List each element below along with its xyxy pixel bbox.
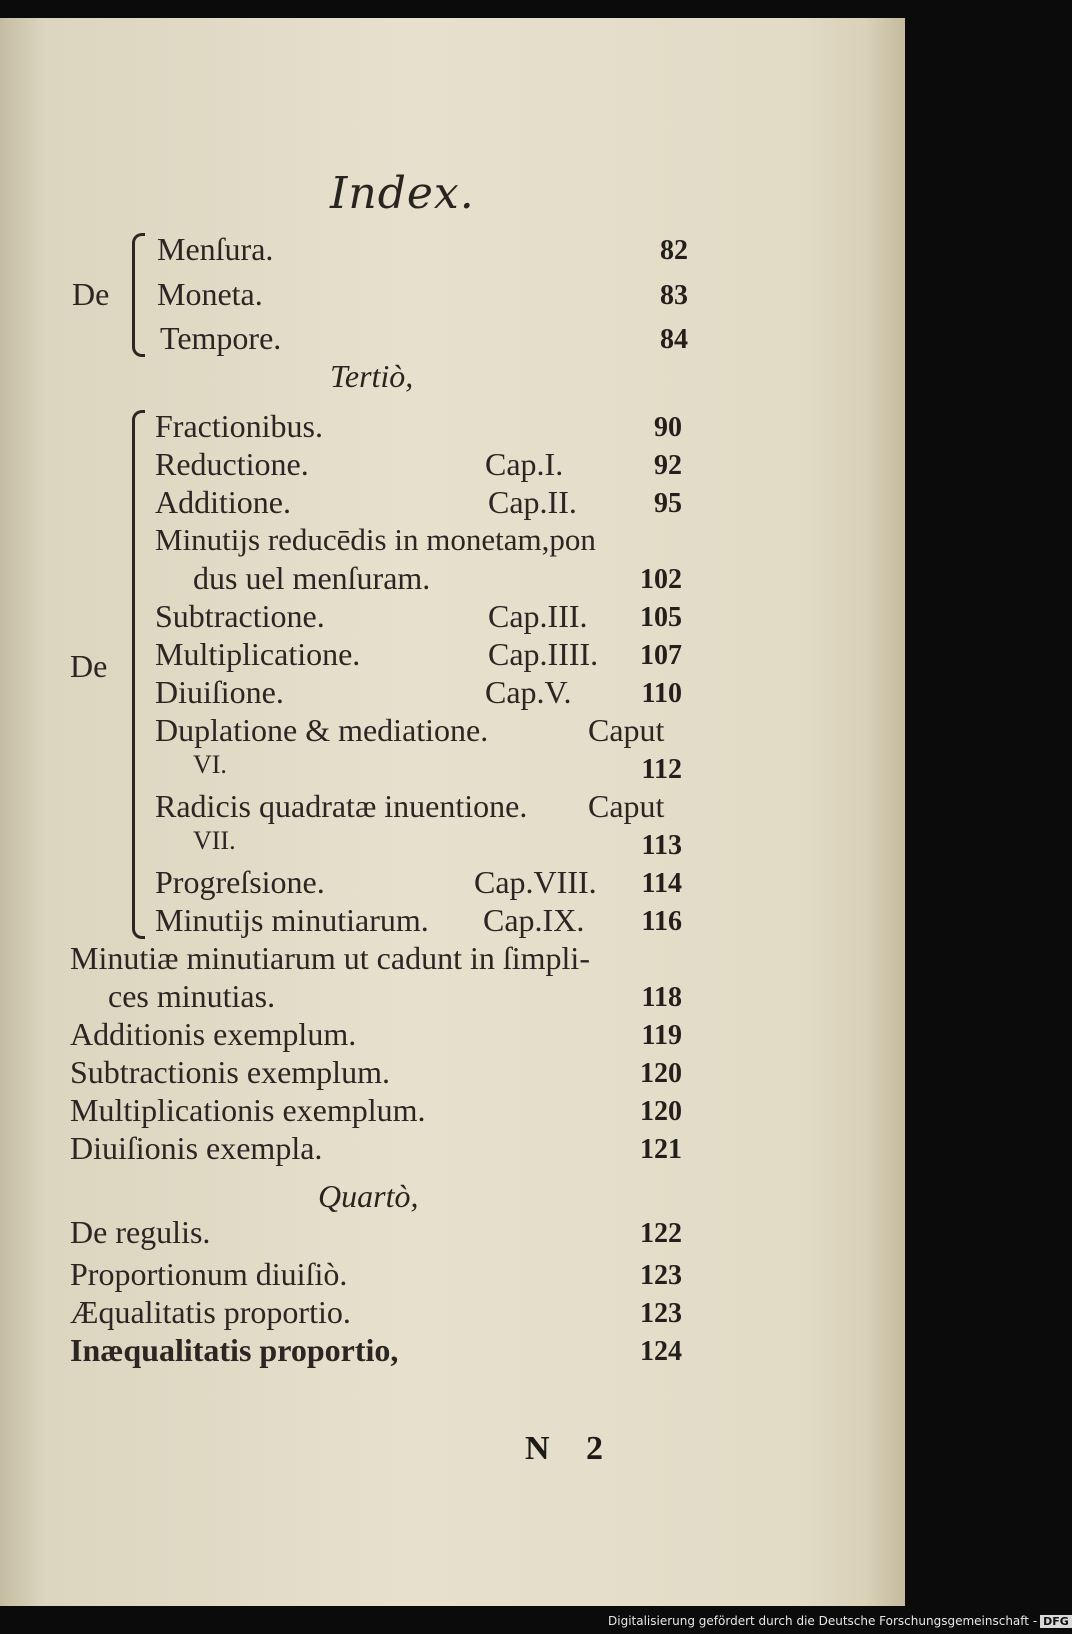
entry-title: Progreſsione. — [155, 864, 325, 900]
entry-page: 122 — [640, 1218, 682, 1249]
entry-chapter: Cap.I. — [485, 446, 564, 482]
section-heading-quarto: Quartò, — [318, 1178, 419, 1214]
digitization-footer — [608, 1614, 1072, 1628]
entry-page: 118 — [641, 982, 682, 1013]
entry-page: 95 — [654, 488, 682, 519]
entry-title: Minutijs minutiarum. — [155, 902, 429, 938]
entry-page: 84 — [660, 324, 688, 355]
entry-title: De regulis. — [70, 1214, 211, 1250]
entry-title: Inæqualitatis proportio, — [70, 1332, 399, 1368]
entry-title: Radicis quadratæ inuentione. — [155, 788, 528, 824]
entry-title: ces minutias. — [108, 978, 276, 1014]
group2-prefix: De — [70, 648, 108, 684]
entry-title: Diuiſionis exempla. — [70, 1130, 323, 1166]
entry-page: 119 — [641, 1020, 682, 1051]
entry-title: Minutiæ minutiarum ut cadunt in ſimpli- — [70, 940, 590, 976]
group1-prefix: De — [72, 276, 110, 312]
entry-title: Fractionibus. — [155, 408, 323, 444]
entry-chapter: Cap.III. — [488, 598, 588, 634]
entry-page: 105 — [640, 602, 682, 633]
entry-page: 102 — [640, 564, 682, 595]
entry-title: Diuiſione. — [155, 674, 284, 710]
section-heading-tertio: Tertiò, — [330, 358, 414, 394]
entry-chapter: Caput — [588, 712, 665, 748]
entry-page: 110 — [641, 678, 682, 709]
entry-title: Menſura. — [157, 231, 274, 267]
entry-page: 90 — [654, 412, 682, 443]
entry-title: Moneta. — [157, 276, 263, 312]
entry-title: dus uel menſuram. — [193, 560, 431, 596]
entry-page: 120 — [640, 1096, 682, 1127]
entry-title: Reductione. — [155, 446, 309, 482]
group1-brace-bottom — [132, 340, 145, 357]
entry-title: Additione. — [155, 484, 291, 520]
footer-text: Digitalisierung gefördert durch die Deutsche Forschungsgemeinschaft - — [608, 1614, 1038, 1628]
entry-title: Æqualitatis proportio. — [70, 1294, 351, 1330]
entry-page: 83 — [660, 280, 688, 311]
group1-brace — [132, 247, 135, 342]
signature-mark: N 2 — [525, 1430, 618, 1467]
entry-page: 112 — [641, 754, 682, 785]
entry-chapter: Cap.VIII. — [474, 864, 597, 900]
entry-page: 121 — [640, 1134, 682, 1165]
entry-page: 82 — [660, 235, 688, 266]
entry-title: Duplatione & mediatione. — [155, 712, 489, 748]
running-head: Index. — [330, 168, 475, 219]
entry-title: Additionis exemplum. — [70, 1016, 357, 1052]
entry-title: Subtractione. — [155, 598, 325, 634]
entry-page: 116 — [641, 906, 682, 937]
entry-chapter: Cap.IIII. — [488, 636, 599, 672]
group2-brace — [132, 424, 135, 924]
entry-page: 123 — [640, 1298, 682, 1329]
dfg-logo: DFG — [1040, 1615, 1072, 1628]
entry-page: 114 — [641, 868, 682, 899]
entry-title: Proportionum diuiſiò. — [70, 1256, 348, 1292]
entry-page: 113 — [641, 830, 682, 861]
entry-chapter: Cap.IX. — [483, 902, 585, 938]
entry-page: 92 — [654, 450, 682, 481]
entry-chapter: Cap.II. — [488, 484, 577, 520]
book-page — [0, 18, 905, 1606]
entry-chapter: Cap.V. — [485, 674, 572, 710]
entry-chapter: Caput — [588, 788, 665, 824]
entry-page: 123 — [640, 1260, 682, 1291]
entry-title: VI. — [193, 750, 227, 779]
entry-page: 120 — [640, 1058, 682, 1089]
entry-title: Minutijs reducēdis in monetam,pon — [155, 522, 596, 557]
entry-title: VII. — [193, 826, 236, 855]
entry-title: Multiplicationis exemplum. — [70, 1092, 426, 1128]
group2-brace-bottom — [132, 922, 145, 939]
entry-page: 107 — [640, 640, 682, 671]
entry-title: Tempore. — [160, 320, 282, 356]
entry-page: 124 — [640, 1336, 682, 1367]
entry-title: Subtractionis exemplum. — [70, 1054, 390, 1090]
entry-title: Multiplicatione. — [155, 636, 361, 672]
